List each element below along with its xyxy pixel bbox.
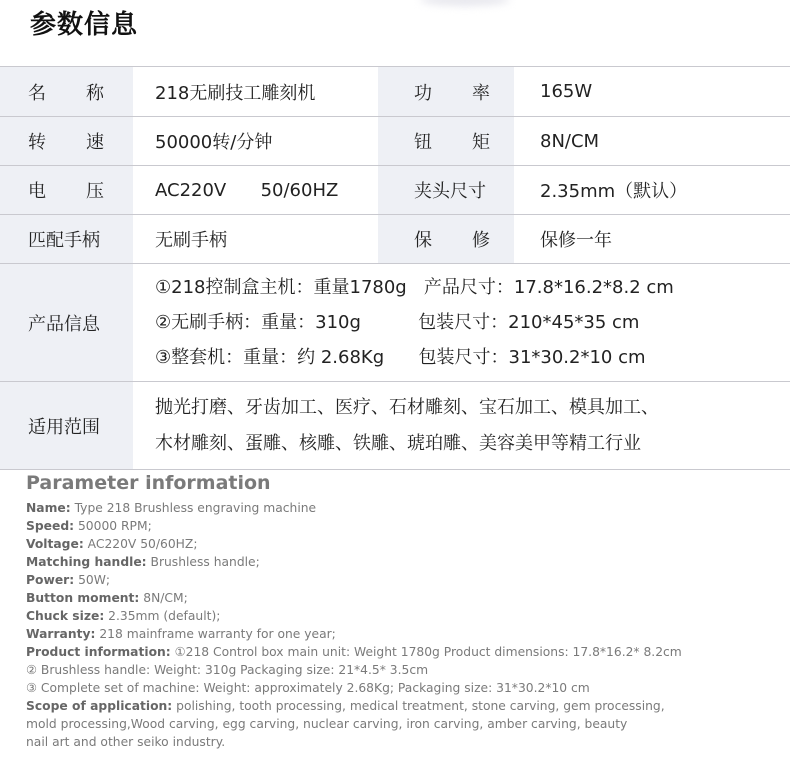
en-product-line-3: ③ Complete set of machine: Weight: approximately 2.68Kg; Packaging size: 31*30.2*10 cm xyxy=(26,681,590,695)
english-spec-block xyxy=(26,499,786,751)
en-handle-line: Matching handle: Brushless handle; xyxy=(26,555,260,569)
spec-row-name xyxy=(0,67,790,117)
page-title: 参数信息 xyxy=(30,10,139,40)
en-name-line: Name: Type 218 Brushless engraving machine xyxy=(26,501,317,515)
en-product-line: Product information: ①218 Control box main unit: Weight 1780g Product dimensions: 17.8*16.2* 8.2cm xyxy=(26,645,682,659)
spec-row-handle xyxy=(0,215,790,264)
label-scope: 适用范围 xyxy=(0,382,133,470)
product-info-line: ②无刷手柄：重量：310g 包装尺寸：210*45*35 cm xyxy=(155,312,640,333)
product-info-line: ①218控制盒主机：重量1780g 产品尺寸：17.8*16.2*8.2 cm xyxy=(155,277,674,298)
label-speed: 转速 xyxy=(0,117,133,166)
en-moment-line: Button moment: 8N/CM; xyxy=(26,591,188,605)
value-name: 218无刷技工雕刻机 xyxy=(133,67,378,117)
value-speed: 50000转/分钟 xyxy=(133,117,378,166)
label-name: 名称 xyxy=(0,67,133,117)
value-scope xyxy=(133,382,790,470)
value-torque: 8N/CM xyxy=(514,117,790,166)
scope-line: 木材雕刻、蛋雕、核雕、铁雕、琥珀雕、美容美甲等精工行业 xyxy=(155,432,641,454)
label-warranty: 保修 xyxy=(378,215,514,264)
en-product-line-2: ② Brushless handle: Weight: 310g Packaging size: 21*4.5* 3.5cm xyxy=(26,663,429,677)
spec-row-voltage xyxy=(0,166,790,215)
en-power-line: Power: 50W; xyxy=(26,573,111,587)
label-handle: 匹配手柄 xyxy=(0,215,133,264)
en-voltage-line: Voltage: AC220V 50/60HZ; xyxy=(26,537,198,551)
spec-row-speed xyxy=(0,117,790,166)
spec-table xyxy=(0,66,790,470)
decorative-shadow xyxy=(420,0,510,6)
english-title: Parameter information xyxy=(26,472,271,494)
en-scope-line-3: nail art and other seiko industry. xyxy=(26,735,226,749)
label-power: 功率 xyxy=(378,67,514,117)
value-voltage: AC220V 50/60HZ xyxy=(133,166,378,215)
en-scope-line-2: mold processing,Wood carving, egg carving, nuclear carving, iron carving, amber carving, beauty xyxy=(26,717,628,731)
label-product-info: 产品信息 xyxy=(0,264,133,382)
en-scope-line: Scope of application: polishing, tooth processing, medical treatment, stone carving, gem processing, xyxy=(26,699,665,713)
label-chuck-size: 夹头尺寸 xyxy=(378,166,514,215)
value-product-info xyxy=(133,264,790,382)
label-voltage: 电压 xyxy=(0,166,133,215)
value-handle: 无刷手柄 xyxy=(133,215,378,264)
label-torque: 钮矩 xyxy=(378,117,514,166)
product-info-line: ③整套机：重量：约 2.68Kg 包装尺寸：31*30.2*10 cm xyxy=(155,347,646,368)
spec-row-product-info xyxy=(0,264,790,382)
value-chuck-size: 2.35mm（默认） xyxy=(514,166,790,215)
spec-row-scope xyxy=(0,382,790,470)
scope-line: 抛光打磨、牙齿加工、医疗、石材雕刻、宝石加工、模具加工、 xyxy=(155,396,659,418)
en-chuck-line: Chuck size: 2.35mm (default); xyxy=(26,609,221,623)
en-warranty-line: Warranty: 218 mainframe warranty for one year; xyxy=(26,627,336,641)
value-power: 165W xyxy=(514,67,790,117)
value-warranty: 保修一年 xyxy=(514,215,790,264)
en-speed-line: Speed: 50000 RPM; xyxy=(26,519,152,533)
